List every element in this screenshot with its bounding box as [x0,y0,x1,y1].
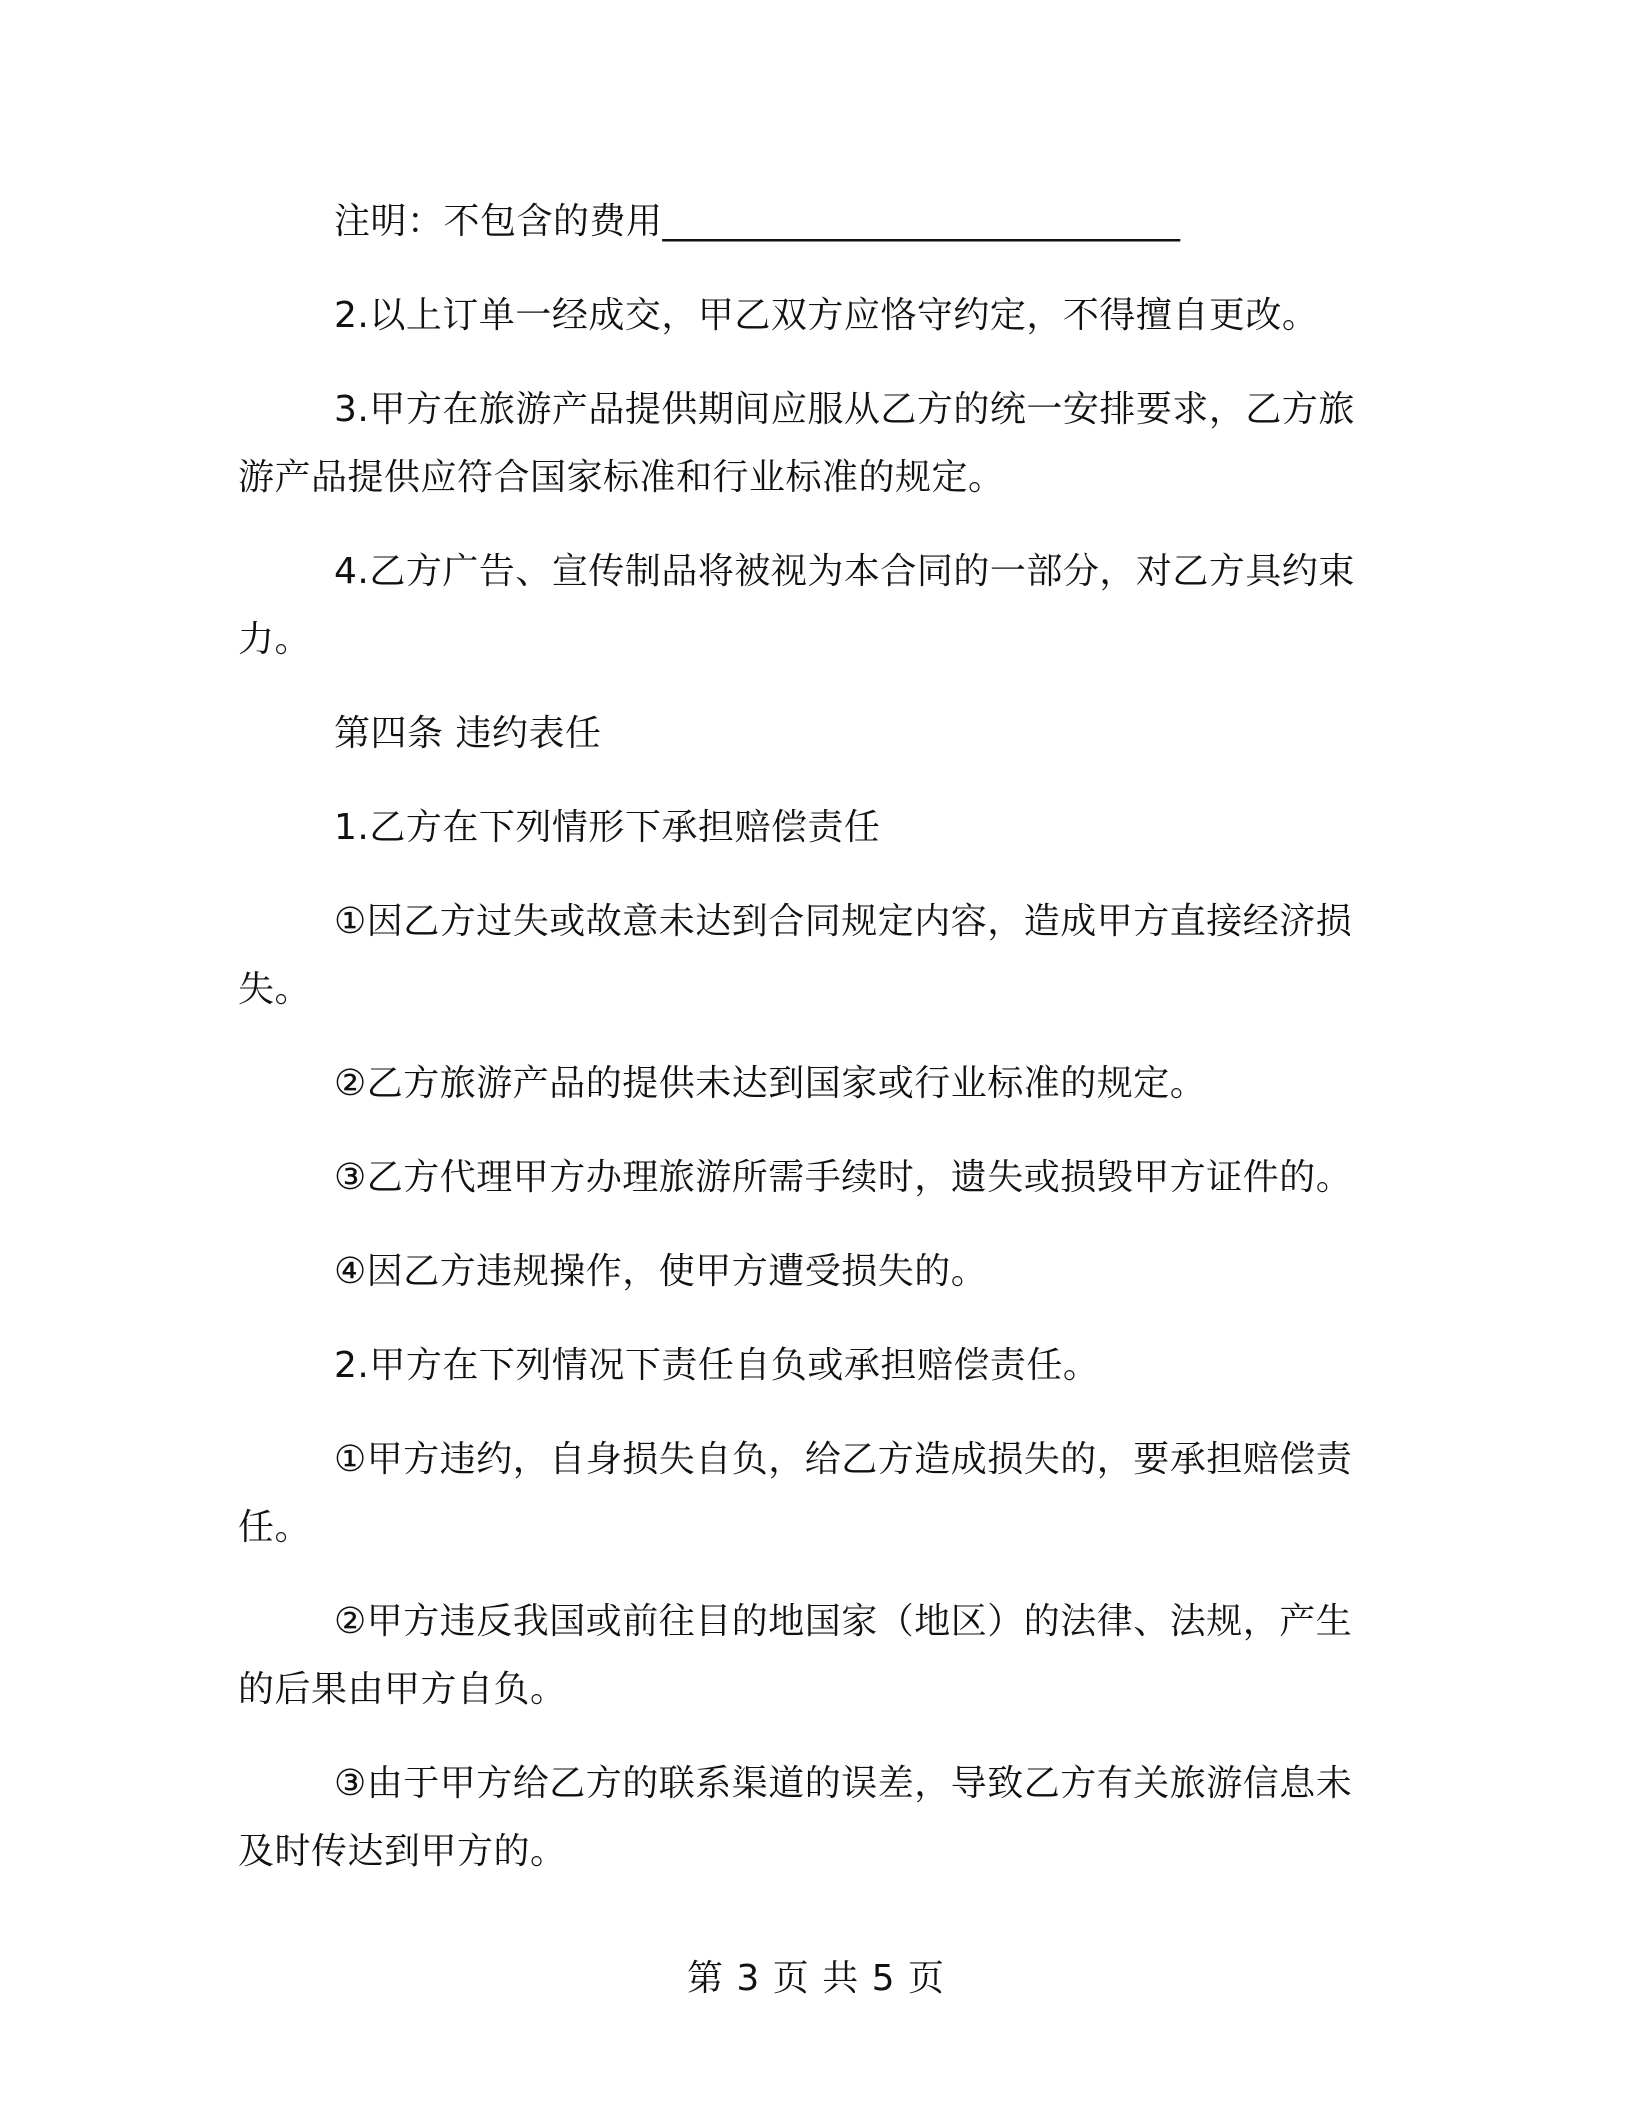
clause-3-follow-arrangement: 3.甲方在旅游产品提供期间应服从乙方的统一安排要求，乙方旅游产品提供应符合国家标准和行业标准的规定。 [238,389,1355,498]
liability-party-a-item-1: ①甲方违约，自身损失自负，给乙方造成损失的，要承担赔偿责任。 [238,1439,1353,1548]
article-4-heading: 第四条 违约表任 [334,713,602,754]
document-body [238,188,1368,1912]
liability-party-b-intro: 1.乙方在下列情形下承担赔偿责任 [334,807,881,848]
page-number-footer: 第 3 页 共 5 页 [686,1958,946,1999]
liability-party-a-item-3: ③由于甲方给乙方的联系渠道的误差，导致乙方有关旅游信息未及时传达到甲方的。 [238,1763,1353,1872]
liability-party-b-item-1: ①因乙方过失或故意未达到合同规定内容，造成甲方直接经济损失。 [238,901,1353,1010]
liability-party-a-intro: 2.甲方在下列情况下责任自负或承担赔偿责任。 [334,1345,1100,1386]
liability-party-b-item-4: ④因乙方违规操作，使甲方遭受损失的。 [334,1251,988,1292]
liability-party-b-item-2: ②乙方旅游产品的提供未达到国家或行业标准的规定。 [334,1063,1207,1104]
liability-party-b-item-3: ③乙方代理甲方办理旅游所需手续时，遗失或损毁甲方证件的。 [334,1157,1353,1198]
note-excluded-fees: 注明：不包含的费用____________________________ [334,201,1181,242]
clause-2-order-binding: 2.以上订单一经成交，甲乙双方应恪守约定，不得擅自更改。 [334,295,1319,336]
liability-party-a-item-2: ②甲方违反我国或前往目的地国家（地区）的法律、法规，产生的后果由甲方自负。 [238,1601,1353,1710]
clause-4-advertising: 4.乙方广告、宣传制品将被视为本合同的一部分，对乙方具约束力。 [238,551,1355,660]
